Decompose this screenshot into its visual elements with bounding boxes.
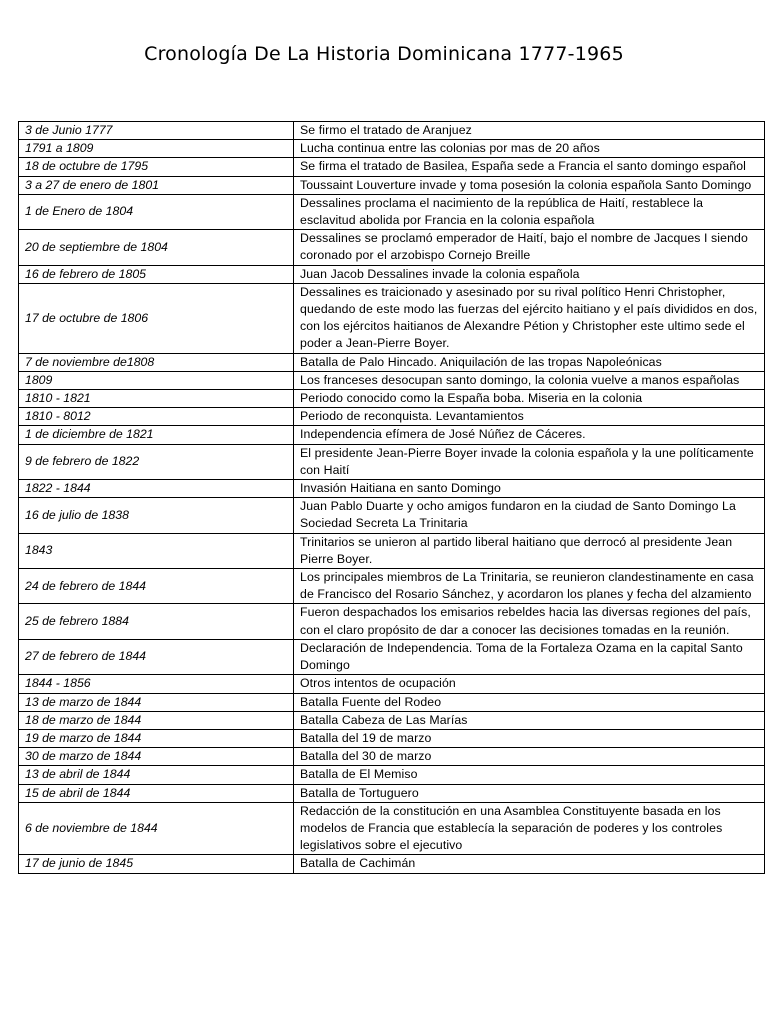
table-row: [19, 353, 765, 371]
event-cell: Redacción de la constitución en una Asamblea Constituyente basada en los modelos de Francia que establecía la separación de poderes y los controles legislativos sobre el ejecutivo: [294, 802, 765, 855]
event-cell: Juan Jacob Dessalines invade la colonia española: [294, 265, 765, 283]
table-row: [19, 480, 765, 498]
date-cell: 1822 - 1844: [19, 480, 294, 498]
event-cell: Batalla de Cachimán: [294, 855, 765, 873]
date-cell: 17 de junio de 1845: [19, 855, 294, 873]
table-row: [19, 371, 765, 389]
table-row: [19, 711, 765, 729]
chronology-table-body: [19, 122, 765, 874]
table-row: [19, 408, 765, 426]
event-cell: Batalla Cabeza de Las Marías: [294, 711, 765, 729]
table-row: [19, 444, 765, 479]
event-cell: Se firma el tratado de Basilea, España sede a Francia el santo domingo español: [294, 158, 765, 176]
table-row: [19, 784, 765, 802]
event-cell: Dessalines proclama el nacimiento de la república de Haití, restablece la esclavitud abolida por Francia en la colonia española: [294, 194, 765, 229]
event-cell: Batalla de El Memiso: [294, 766, 765, 784]
event-cell: Otros intentos de ocupación: [294, 675, 765, 693]
table-row: [19, 176, 765, 194]
table-row: [19, 498, 765, 533]
table-row: [19, 158, 765, 176]
date-cell: 1 de diciembre de 1821: [19, 426, 294, 444]
event-cell: Batalla del 19 de marzo: [294, 729, 765, 747]
date-cell: 1809: [19, 371, 294, 389]
date-cell: 18 de marzo de 1844: [19, 711, 294, 729]
date-cell: 7 de noviembre de1808: [19, 353, 294, 371]
date-cell: 19 de marzo de 1844: [19, 729, 294, 747]
date-cell: 16 de febrero de 1805: [19, 265, 294, 283]
event-cell: Batalla Fuente del Rodeo: [294, 693, 765, 711]
event-cell: Periodo conocido como la España boba. Miseria en la colonia: [294, 390, 765, 408]
table-row: [19, 604, 765, 639]
event-cell: Invasión Haitiana en santo Domingo: [294, 480, 765, 498]
table-row: [19, 729, 765, 747]
table-row: [19, 265, 765, 283]
table-row: [19, 390, 765, 408]
event-cell: Dessalines se proclamó emperador de Haití, bajo el nombre de Jacques I siendo coronado por el arzobispo Cornejo Breille: [294, 230, 765, 265]
table-row: [19, 748, 765, 766]
date-cell: 1810 - 8012: [19, 408, 294, 426]
date-cell: 13 de abril de 1844: [19, 766, 294, 784]
date-cell: 17 de octubre de 1806: [19, 283, 294, 353]
event-cell: Independencia efímera de José Núñez de Cáceres.: [294, 426, 765, 444]
event-cell: Juan Pablo Duarte y ocho amigos fundaron en la ciudad de Santo Domingo La Sociedad Secreta La Trinitaria: [294, 498, 765, 533]
table-row: [19, 194, 765, 229]
table-row: [19, 675, 765, 693]
table-row: [19, 855, 765, 873]
event-cell: Toussaint Louverture invade y toma posesión la colonia española Santo Domingo: [294, 176, 765, 194]
event-cell: Fueron despachados los emisarios rebeldes hacia las diversas regiones del país, con el claro propósito de dar a conocer las decisiones tomadas en la reunión.: [294, 604, 765, 639]
date-cell: 1810 - 1821: [19, 390, 294, 408]
date-cell: 20 de septiembre de 1804: [19, 230, 294, 265]
event-cell: El presidente Jean-Pierre Boyer invade la colonia española y la une políticamente con Haití: [294, 444, 765, 479]
date-cell: 3 de Junio 1777: [19, 122, 294, 140]
table-row: [19, 569, 765, 604]
chronology-table: [18, 121, 765, 874]
table-row: [19, 766, 765, 784]
table-row: [19, 122, 765, 140]
event-cell: Lucha continua entre las colonias por mas de 20 años: [294, 140, 765, 158]
table-row: [19, 802, 765, 855]
date-cell: 1 de Enero de 1804: [19, 194, 294, 229]
date-cell: 24 de febrero de 1844: [19, 569, 294, 604]
event-cell: Batalla de Palo Hincado. Aniquilación de las tropas Napoleónicas: [294, 353, 765, 371]
date-cell: 15 de abril de 1844: [19, 784, 294, 802]
date-cell: 13 de marzo de 1844: [19, 693, 294, 711]
event-cell: Declaración de Independencia. Toma de la Fortaleza Ozama en la capital Santo Domingo: [294, 639, 765, 674]
table-row: [19, 639, 765, 674]
event-cell: Los franceses desocupan santo domingo, la colonia vuelve a manos españolas: [294, 371, 765, 389]
date-cell: 16 de julio de 1838: [19, 498, 294, 533]
date-cell: 25 de febrero 1884: [19, 604, 294, 639]
date-cell: 1791 a 1809: [19, 140, 294, 158]
date-cell: 9 de febrero de 1822: [19, 444, 294, 479]
table-row: [19, 426, 765, 444]
event-cell: Batalla del 30 de marzo: [294, 748, 765, 766]
date-cell: 18 de octubre de 1795: [19, 158, 294, 176]
table-row: [19, 533, 765, 568]
date-cell: 1843: [19, 533, 294, 568]
event-cell: Los principales miembros de La Trinitaria, se reunieron clandestinamente en casa de Francisco del Rosario Sánchez, y acordaron los planes y fecha del alzamiento: [294, 569, 765, 604]
table-row: [19, 140, 765, 158]
table-row: [19, 693, 765, 711]
event-cell: Dessalines es traicionado y asesinado por su rival político Henri Christopher, quedando de este modo las fuerzas del ejército haitiano y el país divididos en dos, con los ejércitos haitianos de Alexandre Pétion y Christopher este ultimo sede el poder a Jean-Pierre Boyer.: [294, 283, 765, 353]
date-cell: 27 de febrero de 1844: [19, 639, 294, 674]
table-row: [19, 283, 765, 353]
date-cell: 3 a 27 de enero de 1801: [19, 176, 294, 194]
table-row: [19, 230, 765, 265]
date-cell: 30 de marzo de 1844: [19, 748, 294, 766]
event-cell: Trinitarios se unieron al partido liberal haitiano que derrocó al presidente Jean Pierre Boyer.: [294, 533, 765, 568]
page-title: Cronología De La Historia Dominicana 1777-1965: [144, 43, 624, 65]
event-cell: Periodo de reconquista. Levantamientos: [294, 408, 765, 426]
date-cell: 1844 - 1856: [19, 675, 294, 693]
date-cell: 6 de noviembre de 1844: [19, 802, 294, 855]
event-cell: Batalla de Tortuguero: [294, 784, 765, 802]
event-cell: Se firmo el tratado de Aranjuez: [294, 122, 765, 140]
